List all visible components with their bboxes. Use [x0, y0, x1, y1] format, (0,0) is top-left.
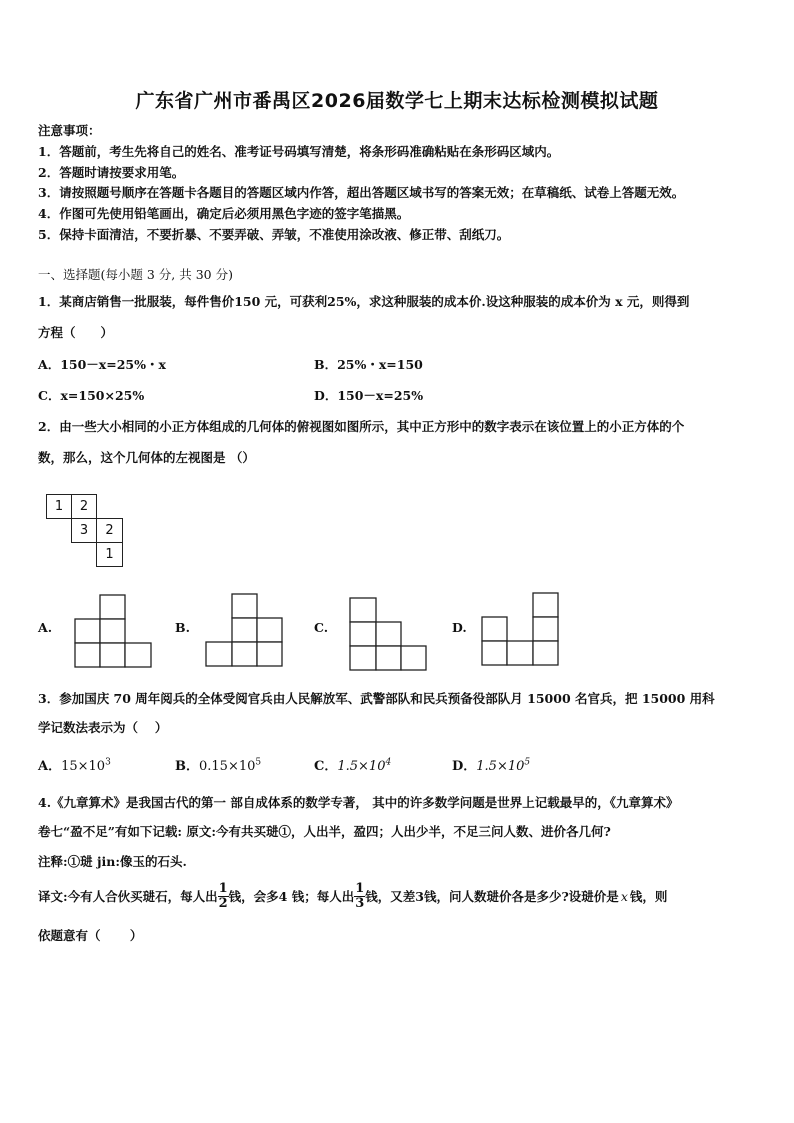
- notice-item-2: 2．答题时请按要求用笔。: [38, 165, 185, 180]
- q2-option-d-label: D.: [452, 620, 467, 635]
- q4-fraction-third-num: 1: [355, 880, 365, 896]
- notice-item-1: 1．答题前，考生先将自己的姓名、准考证号码填写清楚，将条形码准确粘贴在条形码区域内。: [38, 144, 560, 159]
- q4-stem-line1: 4.《九章算术》是我国古代的第一 部自成体系的数学专著， 其中的许多数学问题是世界上记载最早的，《九章算术》: [38, 795, 679, 810]
- q4-fraction-half-den: 2: [218, 895, 228, 911]
- q3-option-c-base: 1.5×10: [337, 759, 386, 774]
- q4-fraction-half: [218, 882, 229, 911]
- figure-b: [206, 594, 282, 666]
- q4-translation: [38, 878, 667, 914]
- q1-option-c: C．x=150×25%: [38, 388, 145, 403]
- notice-item-4: 4．作图可先使用铅笔画出，确定后必须用黑色字迹的签字笔描黑。: [38, 206, 410, 221]
- q3-option-b: [175, 755, 261, 774]
- q4-stem-line4: 依题意有（ ）: [38, 928, 143, 943]
- q3-option-a-label: A．: [38, 759, 62, 774]
- q3-option-d: [452, 755, 530, 774]
- q3-stem-line1: 3．参加国庆 70 周年阅兵的全体受阅官兵由人民解放军、武警部队和民兵预备役部队月 15000 名官兵，把 15000 用科: [38, 691, 715, 706]
- q3-option-d-exp: 5: [524, 757, 531, 768]
- q3-option-b-base: 0.15×10: [199, 759, 256, 774]
- q4-stem-line2: 卷七“盈不足”有如下记载: 原文:今有共买琎①，人出半，盈四；人出少半，不足三问人数、进价各几何?: [38, 824, 611, 839]
- figure-c: [350, 598, 426, 670]
- q2-option-a-label: A.: [38, 620, 53, 635]
- q3-option-a-exp: 3: [105, 757, 111, 768]
- q3-option-c-label: C．: [314, 759, 338, 774]
- grid-cell-r2c3: 2: [96, 518, 123, 543]
- q4-translation-part-a: 译文:今有人合伙买琎石，每人出: [38, 889, 218, 904]
- q2-stem-line2: 数，那么，这个几何体的左视图是 （）: [38, 450, 255, 465]
- q4-note: 注释:①琎 jin:像玉的石头.: [38, 854, 187, 869]
- grid-cell-r3c3: 1: [96, 542, 123, 567]
- figure-d: [482, 593, 558, 665]
- q4-translation-part-c: 钱，又差3钱，问人数琎价各是多少?设琎价是: [365, 889, 619, 904]
- q4-variable-x: x: [620, 888, 628, 904]
- notice-item-3: 3．请按照题号顺序在答题卡各题目的答题区域内作答，超出答题区域书写的答案无效；在草稿纸、试卷上答题无效。: [38, 185, 685, 200]
- q3-option-b-exp: 5: [255, 757, 262, 768]
- q4-fraction-half-num: 1: [218, 880, 228, 896]
- grid-cell-r1c2: 2: [71, 494, 97, 519]
- q1-option-a: A．150－x=25%・x: [38, 357, 166, 372]
- q3-stem-line2: 学记数法表示为（ ）: [38, 720, 168, 735]
- notice-heading: 注意事项：: [38, 123, 101, 138]
- q3-option-b-label: B．: [175, 759, 199, 774]
- q1-stem-line2: 方程（ ）: [38, 325, 114, 340]
- q4-fraction-third-den: 3: [355, 895, 365, 911]
- q4-fraction-third: [354, 882, 365, 911]
- q3-option-c: [314, 755, 391, 774]
- notice-item-5: 5．保持卡面清洁，不要折暴、不要弄破、弄皱，不准使用涂改液、修正带、刮纸刀。: [38, 227, 510, 242]
- q3-option-d-base: 1.5×10: [476, 759, 525, 774]
- q3-option-d-label: D．: [452, 759, 477, 774]
- q1-option-d: D．150－x=25%: [314, 388, 424, 403]
- q4-translation-part-b: 钱，会多4 钱；每人出: [228, 889, 355, 904]
- q1-stem-line1: 1．某商店销售一批服装，每件售价150 元，可获利25%，求这种服装的成本价.设这种服装的成本价为 x 元，则得到: [38, 294, 690, 309]
- q4-translation-part-d: 钱，则: [629, 889, 668, 904]
- q3-option-a: [38, 755, 111, 774]
- page-title: 广东省广州市番禺区2026届数学七上期末达标检测模拟试题: [135, 90, 659, 112]
- q2-option-c-label: C.: [314, 620, 329, 635]
- grid-cell-r1c1: 1: [46, 494, 72, 519]
- q3-option-a-base: 15×10: [61, 759, 106, 774]
- q2-option-b-label: B.: [175, 620, 190, 635]
- grid-cell-r2c2: 3: [71, 518, 97, 543]
- q2-stem-line1: 2．由一些大小相同的小正方体组成的几何体的俯视图如图所示，其中正方形中的数字表示在该位置上的小正方体的个: [38, 419, 685, 434]
- section-heading: 一、选择题(每小题 3 分, 共 30 分): [38, 267, 233, 282]
- q1-option-b: B．25%・x=150: [314, 357, 423, 372]
- q3-option-c-exp: 4: [385, 757, 392, 768]
- figure-a: [75, 595, 151, 667]
